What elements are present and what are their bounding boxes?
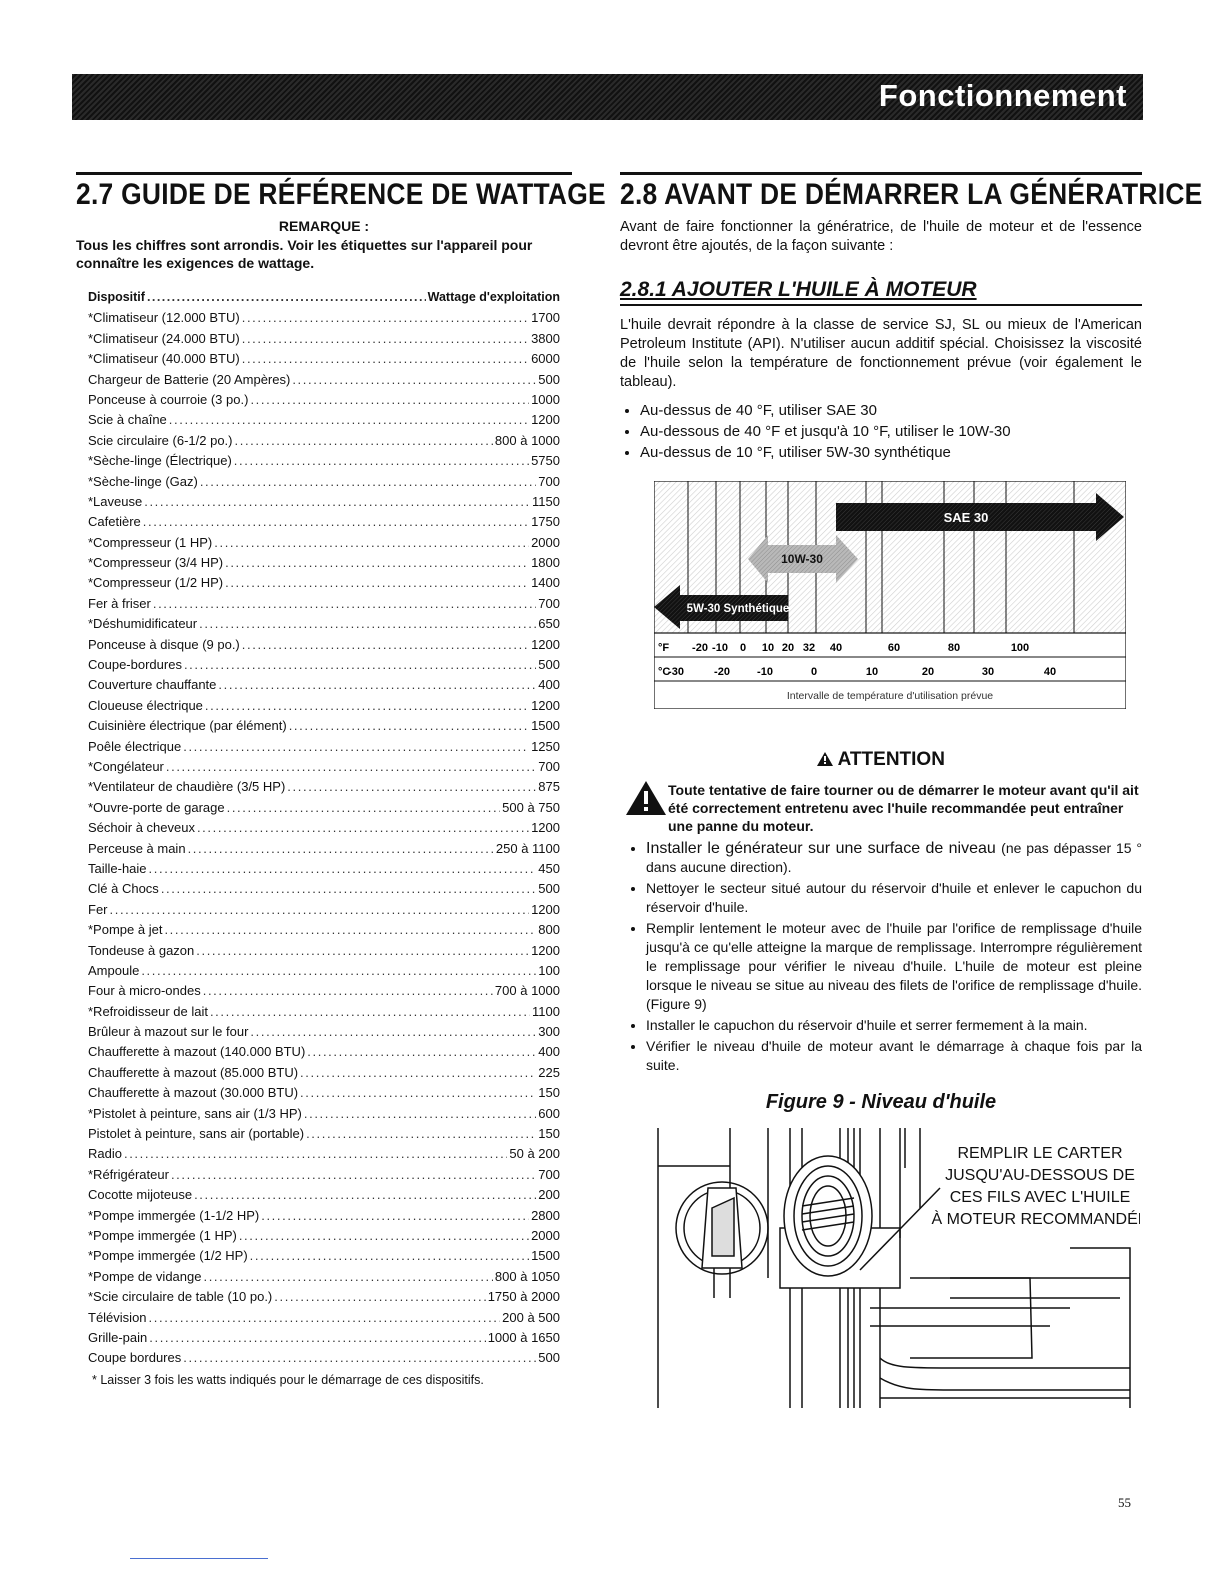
device-name: Chaufferette à mazout (140.000 BTU) xyxy=(88,1044,306,1060)
subsection-title-2-8-1: 2.8.1 AJOUTER L'HUILE À MOTEUR xyxy=(620,278,1142,306)
fahrenheit-tick-label: 60 xyxy=(887,642,901,654)
list-item: • Vérifier le niveau d'huile de moteur avant le démarrage à chaque fois par la suite. xyxy=(646,1037,1142,1075)
table-row xyxy=(88,718,560,738)
table-row xyxy=(88,555,560,575)
device-wattage: 50 à 200 xyxy=(509,1146,560,1162)
device-name: Cuisinière électrique (par élément) xyxy=(88,718,287,734)
bottom-link-line xyxy=(130,1558,268,1559)
device-name: Fer xyxy=(88,901,108,917)
device-wattage: 700 xyxy=(538,595,560,611)
table-row xyxy=(88,575,560,595)
celsius-tick-label: 40 xyxy=(1043,666,1057,678)
device-wattage: 500 xyxy=(538,1350,560,1366)
device-wattage: 1000 xyxy=(531,391,560,407)
device-wattage: 2800 xyxy=(531,1207,560,1223)
device-wattage: 225 xyxy=(538,1064,560,1080)
device-wattage: 100 xyxy=(538,962,560,978)
table-row xyxy=(88,800,560,820)
device-wattage: 1200 xyxy=(531,942,560,958)
table-row xyxy=(88,310,560,330)
wattage-table-header xyxy=(88,290,560,310)
celsius-tick-label: -30 xyxy=(668,666,684,678)
list-item: • Installer le capuchon du réservoir d'huile et serrer fermement à la main. xyxy=(646,1016,1142,1035)
device-wattage: 500 xyxy=(538,657,560,673)
device-name: *Scie circulaire de table (10 po.) xyxy=(88,1289,273,1305)
device-wattage: 1200 xyxy=(531,697,560,713)
table-row xyxy=(88,535,560,555)
table-row xyxy=(88,902,560,922)
device-name: *Compresseur (1 HP) xyxy=(88,534,213,550)
device-wattage: 3800 xyxy=(531,330,560,346)
wattage-column-header: Wattage d'exploitation xyxy=(427,290,560,304)
device-wattage: 700 xyxy=(538,1166,560,1182)
before-start-section xyxy=(620,172,1203,1418)
table-row xyxy=(88,983,560,1003)
device-column-header: Dispositif xyxy=(88,290,145,304)
table-row xyxy=(88,963,560,983)
device-name: *Congélateur xyxy=(88,758,164,774)
figure-label-line: REMPLIR LE CARTER xyxy=(957,1145,1123,1162)
device-name: Séchoir à cheveux xyxy=(88,820,195,836)
table-row xyxy=(88,494,560,514)
device-wattage: 6000 xyxy=(531,351,560,367)
table-row xyxy=(88,1106,560,1126)
device-wattage: 1200 xyxy=(531,901,560,917)
oil-temperature-chart xyxy=(654,481,1126,709)
table-row xyxy=(88,596,560,616)
table-row xyxy=(88,1289,560,1309)
table-row xyxy=(88,1208,560,1228)
device-name: *Pompe immergée (1 HP) xyxy=(88,1227,237,1243)
device-name: Scie circulaire (6-1/2 po.) xyxy=(88,432,233,448)
figure-caption: Figure 9 - Niveau d'huile xyxy=(765,1091,997,1113)
device-wattage: 150 xyxy=(538,1126,560,1142)
device-name: *Réfrigérateur xyxy=(88,1166,169,1182)
device-wattage: 800 à 1000 xyxy=(494,432,560,448)
table-row xyxy=(88,412,560,432)
device-wattage: 1200 xyxy=(531,636,560,652)
chart-svg xyxy=(654,481,1126,709)
device-wattage: 700 xyxy=(538,758,560,774)
list-item: • Nettoyer le secteur situé autour du réservoir d'huile et enlever le capuchon du réservoir d'huile. xyxy=(646,879,1142,917)
device-name: Coupe-bordures xyxy=(88,657,182,673)
oil-paragraph: L'huile devrait répondre à la classe de service SJ, SL ou mieux de l'American Petroleum Institute (API). N'utiliser aucun additif spécial. Choisissez la viscosité de l'huile selon la température de fonctionnement prévue (voir également le tableau). xyxy=(620,317,1142,390)
list-item: • Remplir lentement le moteur avec de l'huile par l'orifice de remplissage d'huile jusqu'à ce qu'elle atteigne la marque de remplissage. Interrompre régulièrement le remplissage pour vérifier le niveau d'huile. L'huile de moteur est pleine lorsque le niveau se situe au niveau des filets de l'orifice de remplissage d'huile. (Figure 9) xyxy=(646,919,1142,1014)
table-row xyxy=(88,392,560,412)
device-name: *Pompe immergée (1/2 HP) xyxy=(88,1248,248,1264)
table-row xyxy=(88,677,560,697)
device-name: *Sèche-linge (Électrique) xyxy=(88,453,232,469)
device-wattage: 1100 xyxy=(532,1003,560,1019)
device-name: Fer à friser xyxy=(88,595,151,611)
series-label: 5W-30 Synthétique xyxy=(686,603,790,615)
device-name: *Climatiseur (40.000 BTU) xyxy=(88,351,240,367)
device-wattage: 1250 xyxy=(531,738,560,754)
device-name: Couverture chauffante xyxy=(88,677,217,693)
wattage-section xyxy=(76,172,606,1387)
device-name: *Sèche-linge (Gaz) xyxy=(88,473,198,489)
section-title-2-8: 2.8 AVANT DE DÉMARRER LA GÉNÉRATRICE xyxy=(620,178,1203,211)
device-wattage: 1750 xyxy=(531,514,560,530)
banner-title: Fonctionnement xyxy=(878,78,1127,113)
device-name: Tondeuse à gazon xyxy=(88,942,195,958)
table-row xyxy=(88,1065,560,1085)
device-wattage: 200 à 500 xyxy=(502,1309,560,1325)
device-name: *Refroidisseur de lait xyxy=(88,1003,208,1019)
table-row xyxy=(88,739,560,759)
header-banner xyxy=(72,74,1143,120)
attention-bullet-list xyxy=(620,839,1142,1075)
series-label: SAE 30 xyxy=(943,510,989,525)
device-wattage: 1150 xyxy=(532,493,560,509)
device-wattage: 150 xyxy=(538,1085,560,1101)
device-wattage: 400 xyxy=(538,1044,560,1060)
table-row xyxy=(88,759,560,779)
device-name: *Déshumidificateur xyxy=(88,616,198,632)
device-wattage: 700 xyxy=(538,473,560,489)
attention-warning xyxy=(620,781,1142,835)
device-name: *Laveuse xyxy=(88,493,143,509)
table-row xyxy=(88,351,560,371)
table-row xyxy=(88,1024,560,1044)
table-row xyxy=(88,637,560,657)
device-name: Scie à chaîne xyxy=(88,412,167,428)
device-name: Coupe bordures xyxy=(88,1350,182,1366)
wattage-table xyxy=(88,290,560,1371)
device-wattage: 500 xyxy=(538,881,560,897)
device-wattage: 1500 xyxy=(531,718,560,734)
table-row xyxy=(88,1126,560,1146)
device-name: *Climatiseur (12.000 BTU) xyxy=(88,310,240,326)
device-name: Ampoule xyxy=(88,962,140,978)
wattage-footnote: * Laisser 3 fois les watts indiqués pour le démarrage de ces dispositifs. xyxy=(92,1372,484,1387)
device-wattage: 1800 xyxy=(531,555,560,571)
device-wattage: 875 xyxy=(538,779,560,795)
attention-warning-text: Toute tentative de faire tourner ou de démarrer le moteur avant qu'il ait été correctement entretenu avec l'huile recommandée peut entraîner une panne du moteur. xyxy=(668,782,1139,834)
device-name: *Ouvre-porte de garage xyxy=(88,799,225,815)
table-row xyxy=(88,453,560,473)
device-name: Taille-haie xyxy=(88,860,147,876)
device-name: Grille-pain xyxy=(88,1329,148,1345)
chart-axis-label: Intervalle de température d'utilisation prévue xyxy=(786,690,994,702)
device-name: Radio xyxy=(88,1146,122,1162)
device-name: *Pistolet à peinture, sans air (1/3 HP) xyxy=(88,1105,302,1121)
fahrenheit-tick-label: 80 xyxy=(947,642,961,654)
device-wattage: 1400 xyxy=(531,575,560,591)
celsius-tick-label: -20 xyxy=(714,666,730,678)
device-wattage: 700 à 1000 xyxy=(494,983,560,999)
table-row xyxy=(88,820,560,840)
device-wattage: 1750 à 2000 xyxy=(487,1289,560,1305)
device-wattage: 1000 à 1650 xyxy=(487,1329,560,1345)
table-row xyxy=(88,1044,560,1064)
device-name: *Compresseur (1/2 HP) xyxy=(88,575,224,591)
warning-triangle-icon xyxy=(626,781,666,815)
table-row xyxy=(88,1085,560,1105)
list-item: • Au-dessus de 40 °F, utiliser SAE 30 xyxy=(640,400,1142,421)
device-name: Télévision xyxy=(88,1309,147,1325)
fahrenheit-tick-label: 20 xyxy=(781,642,795,654)
device-wattage: 1500 xyxy=(531,1248,560,1264)
section-intro: Avant de faire fonctionner la génératrice, de l'huile de moteur et de l'essence devront être ajoutés, de la façon suivante : xyxy=(620,219,1142,254)
page-number: 55 xyxy=(1118,1495,1131,1510)
table-row xyxy=(88,1004,560,1024)
table-row xyxy=(88,474,560,494)
fahrenheit-tick-label: -10 xyxy=(712,642,728,654)
fahrenheit-tick-label: 32 xyxy=(802,642,816,654)
table-row xyxy=(88,841,560,861)
celsius-tick-label: °C xyxy=(658,666,671,678)
celsius-tick-label: 0 xyxy=(810,666,818,678)
table-row xyxy=(88,1146,560,1166)
device-name: *Pompe à jet xyxy=(88,922,163,938)
table-row xyxy=(88,372,560,392)
device-name: Clé à Chocs xyxy=(88,881,159,897)
fahrenheit-tick-label: 10 xyxy=(761,642,775,654)
device-name: Chargeur de Batterie (20 Ampères) xyxy=(88,371,291,387)
device-wattage: 600 xyxy=(538,1105,560,1121)
device-name: Ponceuse à disque (9 po.) xyxy=(88,636,240,652)
device-name: *Compresseur (3/4 HP) xyxy=(88,555,224,571)
figure-label-line: À MOTEUR RECOMMANDÉE xyxy=(931,1211,1140,1228)
figure-oil-level xyxy=(650,1128,1140,1418)
device-name: Cocotte mijoteuse xyxy=(88,1187,193,1203)
device-wattage: 300 xyxy=(538,1024,560,1040)
table-row xyxy=(88,1310,560,1330)
celsius-tick-label: 20 xyxy=(921,666,935,678)
section-title-2-7: 2.7 GUIDE DE RÉFÉRENCE DE WATTAGE xyxy=(76,178,606,211)
device-wattage: 250 à 1100 xyxy=(495,840,560,856)
device-name: *Climatiseur (24.000 BTU) xyxy=(88,330,240,346)
table-row xyxy=(88,1248,560,1268)
device-wattage: 500 à 750 xyxy=(502,799,560,815)
list-item: • Installer le générateur sur une surface de niveau (ne pas dépasser 15 ° dans aucune direction). xyxy=(646,839,1142,877)
table-row xyxy=(88,433,560,453)
remarque-label: REMARQUE : xyxy=(278,218,370,234)
device-wattage: 800 xyxy=(538,922,560,938)
fahrenheit-tick-label: 40 xyxy=(829,642,843,654)
device-name: Chaufferette à mazout (85.000 BTU) xyxy=(88,1064,299,1080)
table-row xyxy=(88,657,560,677)
device-wattage: 5750 xyxy=(531,453,560,469)
table-row xyxy=(88,779,560,799)
fahrenheit-tick-label: -20 xyxy=(692,642,708,654)
table-row xyxy=(88,861,560,881)
table-row xyxy=(88,1228,560,1248)
device-name: *Ventilateur de chaudière (3/5 HP) xyxy=(88,779,286,795)
section-rule xyxy=(76,172,572,175)
warning-icon xyxy=(817,752,833,766)
device-name: Cafetière xyxy=(88,514,141,530)
oil-bullet-list xyxy=(620,400,1142,463)
device-wattage: 200 xyxy=(538,1187,560,1203)
celsius-tick-label: 30 xyxy=(981,666,995,678)
list-item: • Au-dessus de 10 °F, utiliser 5W-30 synthétique xyxy=(640,442,1142,463)
device-name: Four à micro-ondes xyxy=(88,983,201,999)
table-row xyxy=(88,1350,560,1370)
fahrenheit-tick-label: 0 xyxy=(739,642,747,654)
device-wattage: 650 xyxy=(538,616,560,632)
table-row xyxy=(88,1330,560,1350)
list-item: • Au-dessous de 40 °F et jusqu'à 10 °F, utiliser le 10W-30 xyxy=(640,421,1142,442)
device-name: *Pompe de vidange xyxy=(88,1268,202,1284)
table-row xyxy=(88,514,560,534)
device-name: Perceuse à main xyxy=(88,840,186,856)
device-name: Chaufferette à mazout (30.000 BTU) xyxy=(88,1085,299,1101)
figure-label-line: JUSQU'AU-DESSOUS DE xyxy=(945,1167,1135,1184)
table-row xyxy=(88,1269,560,1289)
table-row xyxy=(88,331,560,351)
table-row xyxy=(88,1167,560,1187)
device-wattage: 800 à 1050 xyxy=(494,1268,560,1284)
device-name: Pistolet à peinture, sans air (portable) xyxy=(88,1126,305,1142)
attention-label: ATTENTION xyxy=(837,749,945,770)
series-label: 10W-30 xyxy=(781,552,823,566)
oil-level-drawing xyxy=(650,1128,1140,1418)
device-wattage: 2000 xyxy=(531,1227,560,1243)
attention-title xyxy=(620,749,1142,771)
table-row xyxy=(88,698,560,718)
device-wattage: 1200 xyxy=(531,820,560,836)
device-name: Poêle électrique xyxy=(88,738,182,754)
device-name: Ponceuse à courroie (3 po.) xyxy=(88,391,249,407)
device-wattage: 500 xyxy=(538,371,560,387)
celsius-tick-label: -10 xyxy=(757,666,773,678)
section-rule xyxy=(620,172,1142,175)
device-wattage: 400 xyxy=(538,677,560,693)
celsius-tick-label: 10 xyxy=(865,666,879,678)
fahrenheit-tick-label: °F xyxy=(658,642,670,654)
remarque-text: Tous les chiffres sont arrondis. Voir les étiquettes sur l'appareil pour connaître les exigences de wattage. xyxy=(76,237,533,271)
table-row xyxy=(88,616,560,636)
device-name: Cloueuse électrique xyxy=(88,697,203,713)
device-wattage: 2000 xyxy=(531,534,560,550)
device-name: *Pompe immergée (1-1/2 HP) xyxy=(88,1207,260,1223)
device-wattage: 1700 xyxy=(531,310,560,326)
table-row xyxy=(88,881,560,901)
table-row xyxy=(88,943,560,963)
table-row xyxy=(88,922,560,942)
figure-label-line: CES FILS AVEC L'HUILE xyxy=(949,1189,1131,1206)
fahrenheit-tick-label: 100 xyxy=(1010,642,1030,654)
device-name: Brûleur à mazout sur le four xyxy=(88,1024,249,1040)
device-wattage: 1200 xyxy=(531,412,560,428)
device-wattage: 450 xyxy=(538,860,560,876)
table-row xyxy=(88,1187,560,1207)
